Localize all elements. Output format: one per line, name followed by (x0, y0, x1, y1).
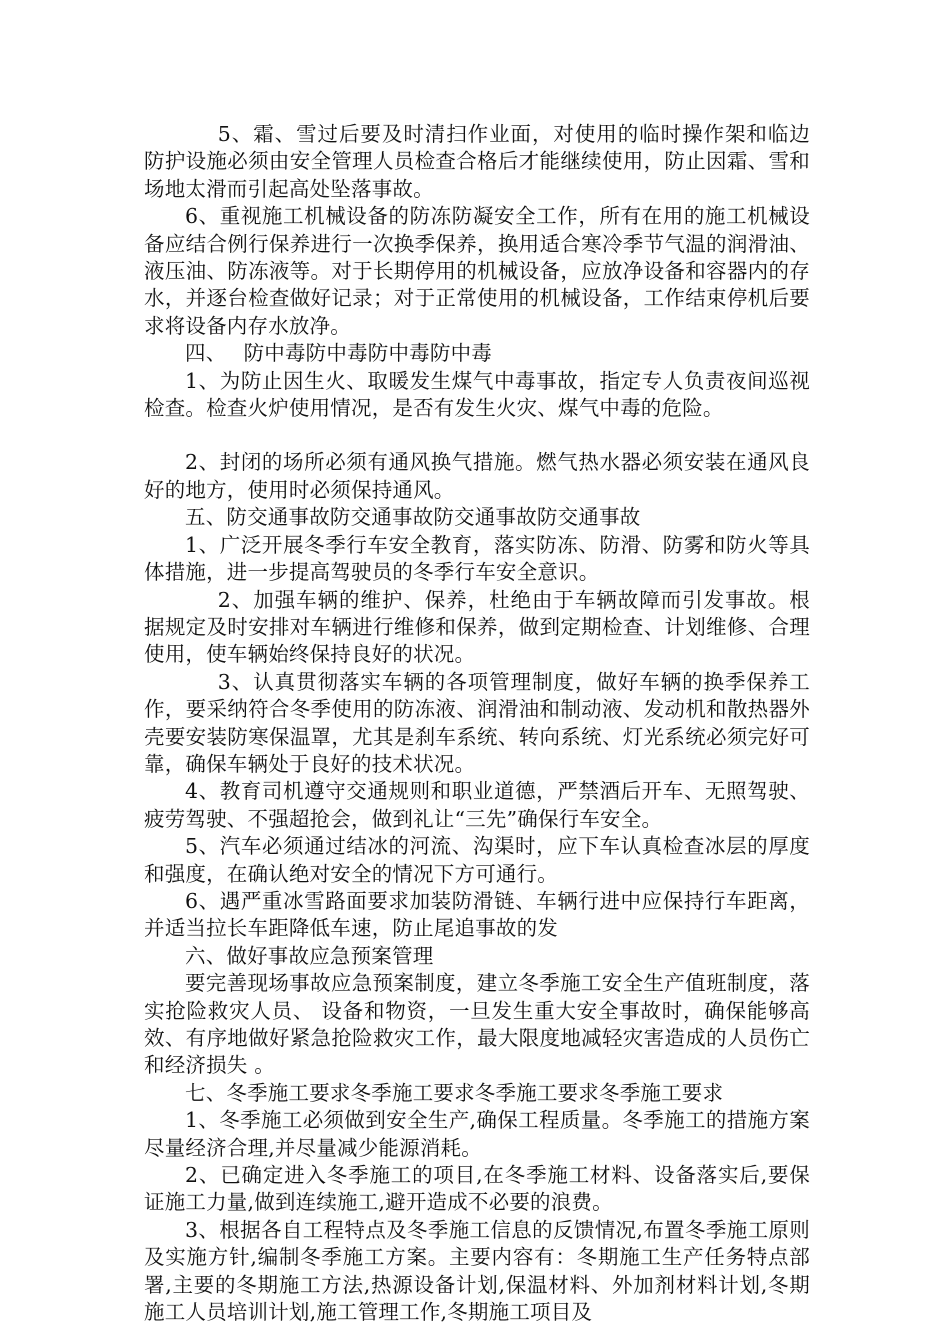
section-heading-6: 六、做好事故应急预案管理 (185, 943, 434, 968)
document-body (144, 121, 810, 1326)
paragraph-snow-chains: 6、遇严重冰雪路面要求加装防滑链、车辆行进中应保持行车距离，并适当拉长车距降低车速，防止尾追事故的发 (144, 888, 810, 941)
paragraph-vehicle-management: 3、认真贯彻落实车辆的各项管理制度，做好车辆的换季保养工作，要采纳符合冬季使用的防冻液、润滑油和制动液、发动机和散热器外壳要安装防寒保温罩，尤其是刹车系统、转向系统、灯光系统必须完好可靠，确保车辆处于良好的技术状况。 (144, 669, 810, 776)
paragraph-machinery-antifreeze: 6、重视施工机械设备的防冻防凝安全工作，所有在用的施工机械设备应结合例行保养进行一次换季保养，换用适合寒冷季节气温的润滑油、液压油、防冻液等。对于长期停用的机械设备，应放净设备和容器内的存水，并逐台检查做好记录；对于正常使用的机械设备，工作结束停机后要求将设备内存水放净。 (144, 204, 810, 338)
paragraph-gas-poisoning-patrol: 1、为防止因生火、取暖发生煤气中毒事故，指定专人负责夜间巡视检查。检查火炉使用情况，是否有发生火灾、煤气中毒的危险。 (144, 368, 810, 421)
paragraph-ice-crossing: 5、汽车必须通过结冰的河流、沟渠时，应下车认真检查冰层的厚度和强度，在确认绝对安全的情况下方可通行。 (144, 834, 810, 886)
paragraph-ventilation: 2、封闭的场所必须有通风换气措施。燃气热水器必须安装在通风良好的地方，使用时必须保持通风。 (144, 450, 810, 502)
paragraph-frost-snow-cleanup: 5、霜、雪过后要及时清扫作业面，对使用的临时操作架和临边防护设施必须由安全管理人员检查合格后才能继续使用，防止因霜、雪和场地太滑而引起高处坠落事故。 (144, 122, 810, 201)
paragraph-winter-continuity: 2、已确定进入冬季施工的项目,在冬季施工材料、设备落实后,要保证施工力量,做到连续施工,避开造成不必要的浪费。 (144, 1163, 810, 1215)
paragraph-winter-safety: 1、冬季施工必须做到安全生产,确保工程质量。冬季施工的措施方案尽量经济合理,并尽量减少能源消耗。 (144, 1108, 810, 1160)
paragraph-driving-education: 1、广泛开展冬季行车安全教育，落实防冻、防滑、防雾和防火等具体措施，进一步提高驾驶员的冬季行车安全意识。 (144, 532, 810, 585)
section-heading-7: 七、冬季施工要求冬季施工要求冬季施工要求冬季施工要求 (185, 1080, 724, 1105)
section-heading-5: 五、防交通事故防交通事故防交通事故防交通事故 (185, 505, 641, 530)
paragraph-vehicle-maintenance: 2、加强车辆的维护、保养，杜绝由于车辆故障而引发事故。根据规定及时安排对车辆进行维修和保养，做到定期检查、计划维修、合理使用，使车辆始终保持良好的状况。 (144, 587, 810, 667)
paragraph-driver-discipline: 4、教育司机遵守交通规则和职业道德，严禁酒后开车、无照驾驶、疲劳驾驶、不强超抢会，做到礼让“三先”确保行车安全。 (144, 779, 810, 831)
paragraph-emergency-plan: 要完善现场事故应急预案制度，建立冬季施工安全生产值班制度，落实抢险救灾人员、 设备和物资，一旦发生重大安全事故时，确保能够高效、有序地做好紧急抢险救灾工作，最大限度地减轻灾害造成的人员伤亡和经济损失 。 (144, 971, 810, 1078)
paragraph-winter-plan: 3、根据各自工程特点及冬季施工信息的反馈情况,布置冬季施工原则及实施方针,编制冬季施工方案。主要内容有：冬期施工生产任务特点部署,主要的冬期施工方法,热源设备计划,保温材料、外加剂材料计划,冬期施工人员培训计划,施工管理工作,冬期施工项目及 (144, 1217, 810, 1325)
section-heading-4: 四、 防中毒防中毒防中毒防中毒 (185, 341, 492, 366)
